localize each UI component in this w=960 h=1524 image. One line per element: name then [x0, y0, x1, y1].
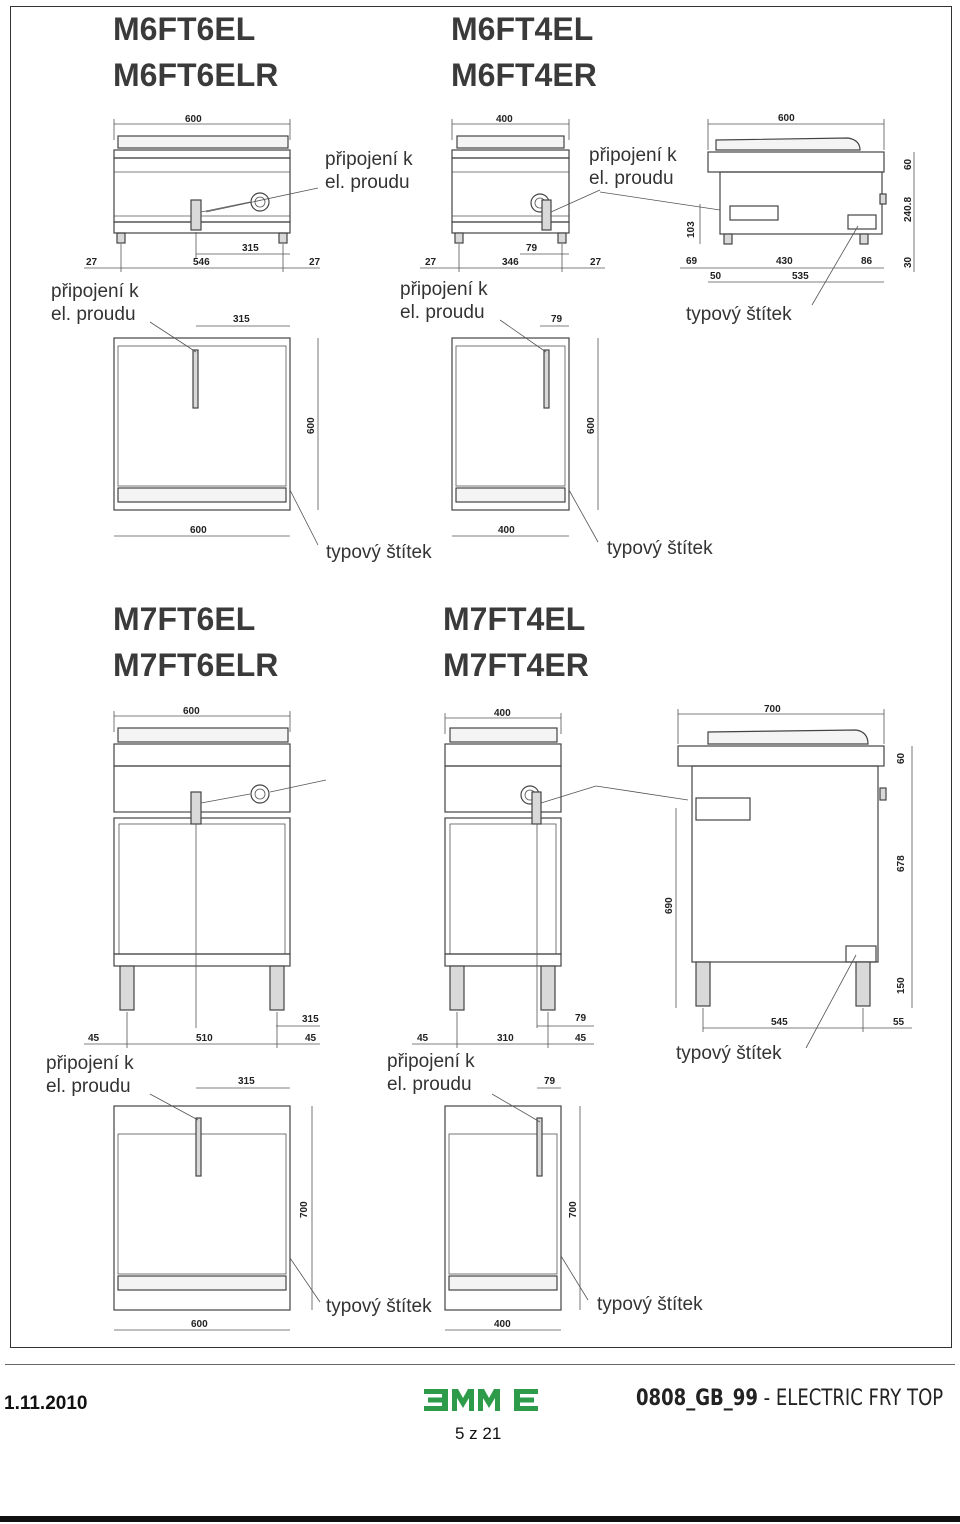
m7-side-view [678, 730, 886, 1048]
connection-label-top-400: připojení k el. proudu [589, 145, 677, 189]
dim-label: 510 [196, 1033, 213, 1044]
nameplate-label-side-top: typový štítek [686, 304, 792, 325]
dim-label: 546 [193, 257, 210, 268]
dim-label: 400 [498, 525, 515, 536]
connection-label-top-600: připojení k el. proudu [325, 149, 413, 193]
m7ft6-plan-view [114, 1094, 320, 1310]
bottom-bar [0, 1516, 960, 1522]
dim-label: 315 [238, 1076, 255, 1087]
emme-logo-icon [424, 1389, 538, 1411]
m6ft4-front-view [452, 136, 600, 243]
m6ft6-front-view [114, 136, 318, 243]
footer-date: 1.11.2010 [4, 1393, 88, 1414]
dim-label: 60 [903, 158, 914, 170]
dim-label: 79 [551, 314, 563, 325]
m6ft6-plan-view [114, 322, 318, 545]
dim-label: 86 [861, 256, 873, 267]
dim-label: 45 [88, 1033, 100, 1044]
m7ft4-plan-view [445, 1094, 588, 1310]
dim-label: 315 [302, 1014, 319, 1025]
dim-label: 45 [417, 1033, 429, 1044]
m7ft6-plan-dimensions [114, 1076, 312, 1330]
connection-label-plan-600: připojení k el. proudu [51, 281, 139, 325]
dim-label: 103 [686, 221, 697, 238]
connection-label-bot-plan-400: připojení k el. proudu [387, 1051, 475, 1095]
dim-label: 27 [590, 257, 602, 268]
footer-divider [5, 1364, 955, 1365]
dim-label: 700 [568, 1201, 579, 1218]
dim-label: 79 [575, 1013, 587, 1024]
m7ft6-front-view [114, 728, 326, 1028]
dim-label: 27 [86, 257, 98, 268]
m6-side-view [600, 138, 886, 305]
dim-label: 79 [526, 243, 538, 254]
dim-label: 600 [190, 525, 207, 536]
model-title-m6ft6elr: M6FT6ELR [113, 57, 279, 93]
dim-label: 600 [586, 417, 597, 434]
dim-label: 700 [299, 1201, 310, 1218]
dim-label: 535 [792, 271, 809, 282]
dim-label: 310 [497, 1033, 514, 1044]
dim-label: 69 [686, 256, 698, 267]
dim-label: 678 [896, 855, 907, 872]
dim-label: 430 [776, 256, 793, 267]
dim-label: 79 [544, 1076, 556, 1087]
dim-label: 346 [502, 257, 519, 268]
dim-label: 45 [575, 1033, 587, 1044]
model-title-m7ft6elr: M7FT6ELR [113, 647, 279, 683]
dim-label: 400 [496, 114, 513, 125]
model-title-m6ft6el: M6FT6EL [113, 11, 256, 47]
model-title-m7ft6el: M7FT6EL [113, 601, 256, 637]
dim-label: 600 [183, 706, 200, 717]
dim-label: 315 [233, 314, 250, 325]
dim-label: 600 [306, 417, 317, 434]
model-title-m6ft4el: M6FT4EL [451, 11, 594, 47]
nameplate-label-bot-plan-400: typový štítek [597, 1294, 703, 1315]
dim-label: 400 [494, 708, 511, 719]
nameplate-label-bot-plan-600: typový štítek [326, 1296, 432, 1317]
model-title-m7ft4er: M7FT4ER [443, 647, 589, 683]
model-title-m6ft4er: M6FT4ER [451, 57, 597, 93]
dim-label: 45 [305, 1033, 317, 1044]
dim-label: 545 [771, 1017, 788, 1028]
nameplate-label-side-bot: typový štítek [676, 1043, 782, 1064]
model-title-m7ft4el: M7FT4EL [443, 601, 586, 637]
dim-label: 30 [903, 256, 914, 268]
dim-label: 50 [710, 271, 722, 282]
dim-label: 600 [185, 114, 202, 125]
m7ft4-front-dimensions [412, 708, 594, 1048]
dim-label: 150 [896, 977, 907, 994]
nameplate-label-plan-400: typový štítek [607, 538, 713, 559]
dim-label: 55 [893, 1017, 905, 1028]
m7ft4-plan-dimensions [445, 1076, 580, 1330]
document-id: 0808_GB_99 - ELECTRIC FRY TOP [636, 1386, 944, 1411]
dim-label: 27 [425, 257, 437, 268]
dim-label: 60 [896, 752, 907, 764]
dim-label: 240.8 [903, 196, 914, 222]
dim-label: 690 [664, 897, 675, 914]
connection-label-bot-plan-600: připojení k el. proudu [46, 1053, 134, 1097]
m7ft4-front-view [445, 728, 688, 1028]
dim-label: 27 [309, 257, 321, 268]
page-number: 5 z 21 [455, 1424, 502, 1443]
nameplate-label-plan-600: typový štítek [326, 542, 432, 563]
dim-label: 700 [764, 704, 781, 715]
dim-label: 315 [242, 243, 259, 254]
dim-label: 600 [191, 1319, 208, 1330]
dim-label: 400 [494, 1319, 511, 1330]
m6ft4-plan-view [452, 320, 598, 542]
connection-label-plan-400: připojení k el. proudu [400, 279, 488, 323]
dim-label: 600 [778, 113, 795, 124]
m6ft6-plan-dimensions [114, 314, 318, 536]
